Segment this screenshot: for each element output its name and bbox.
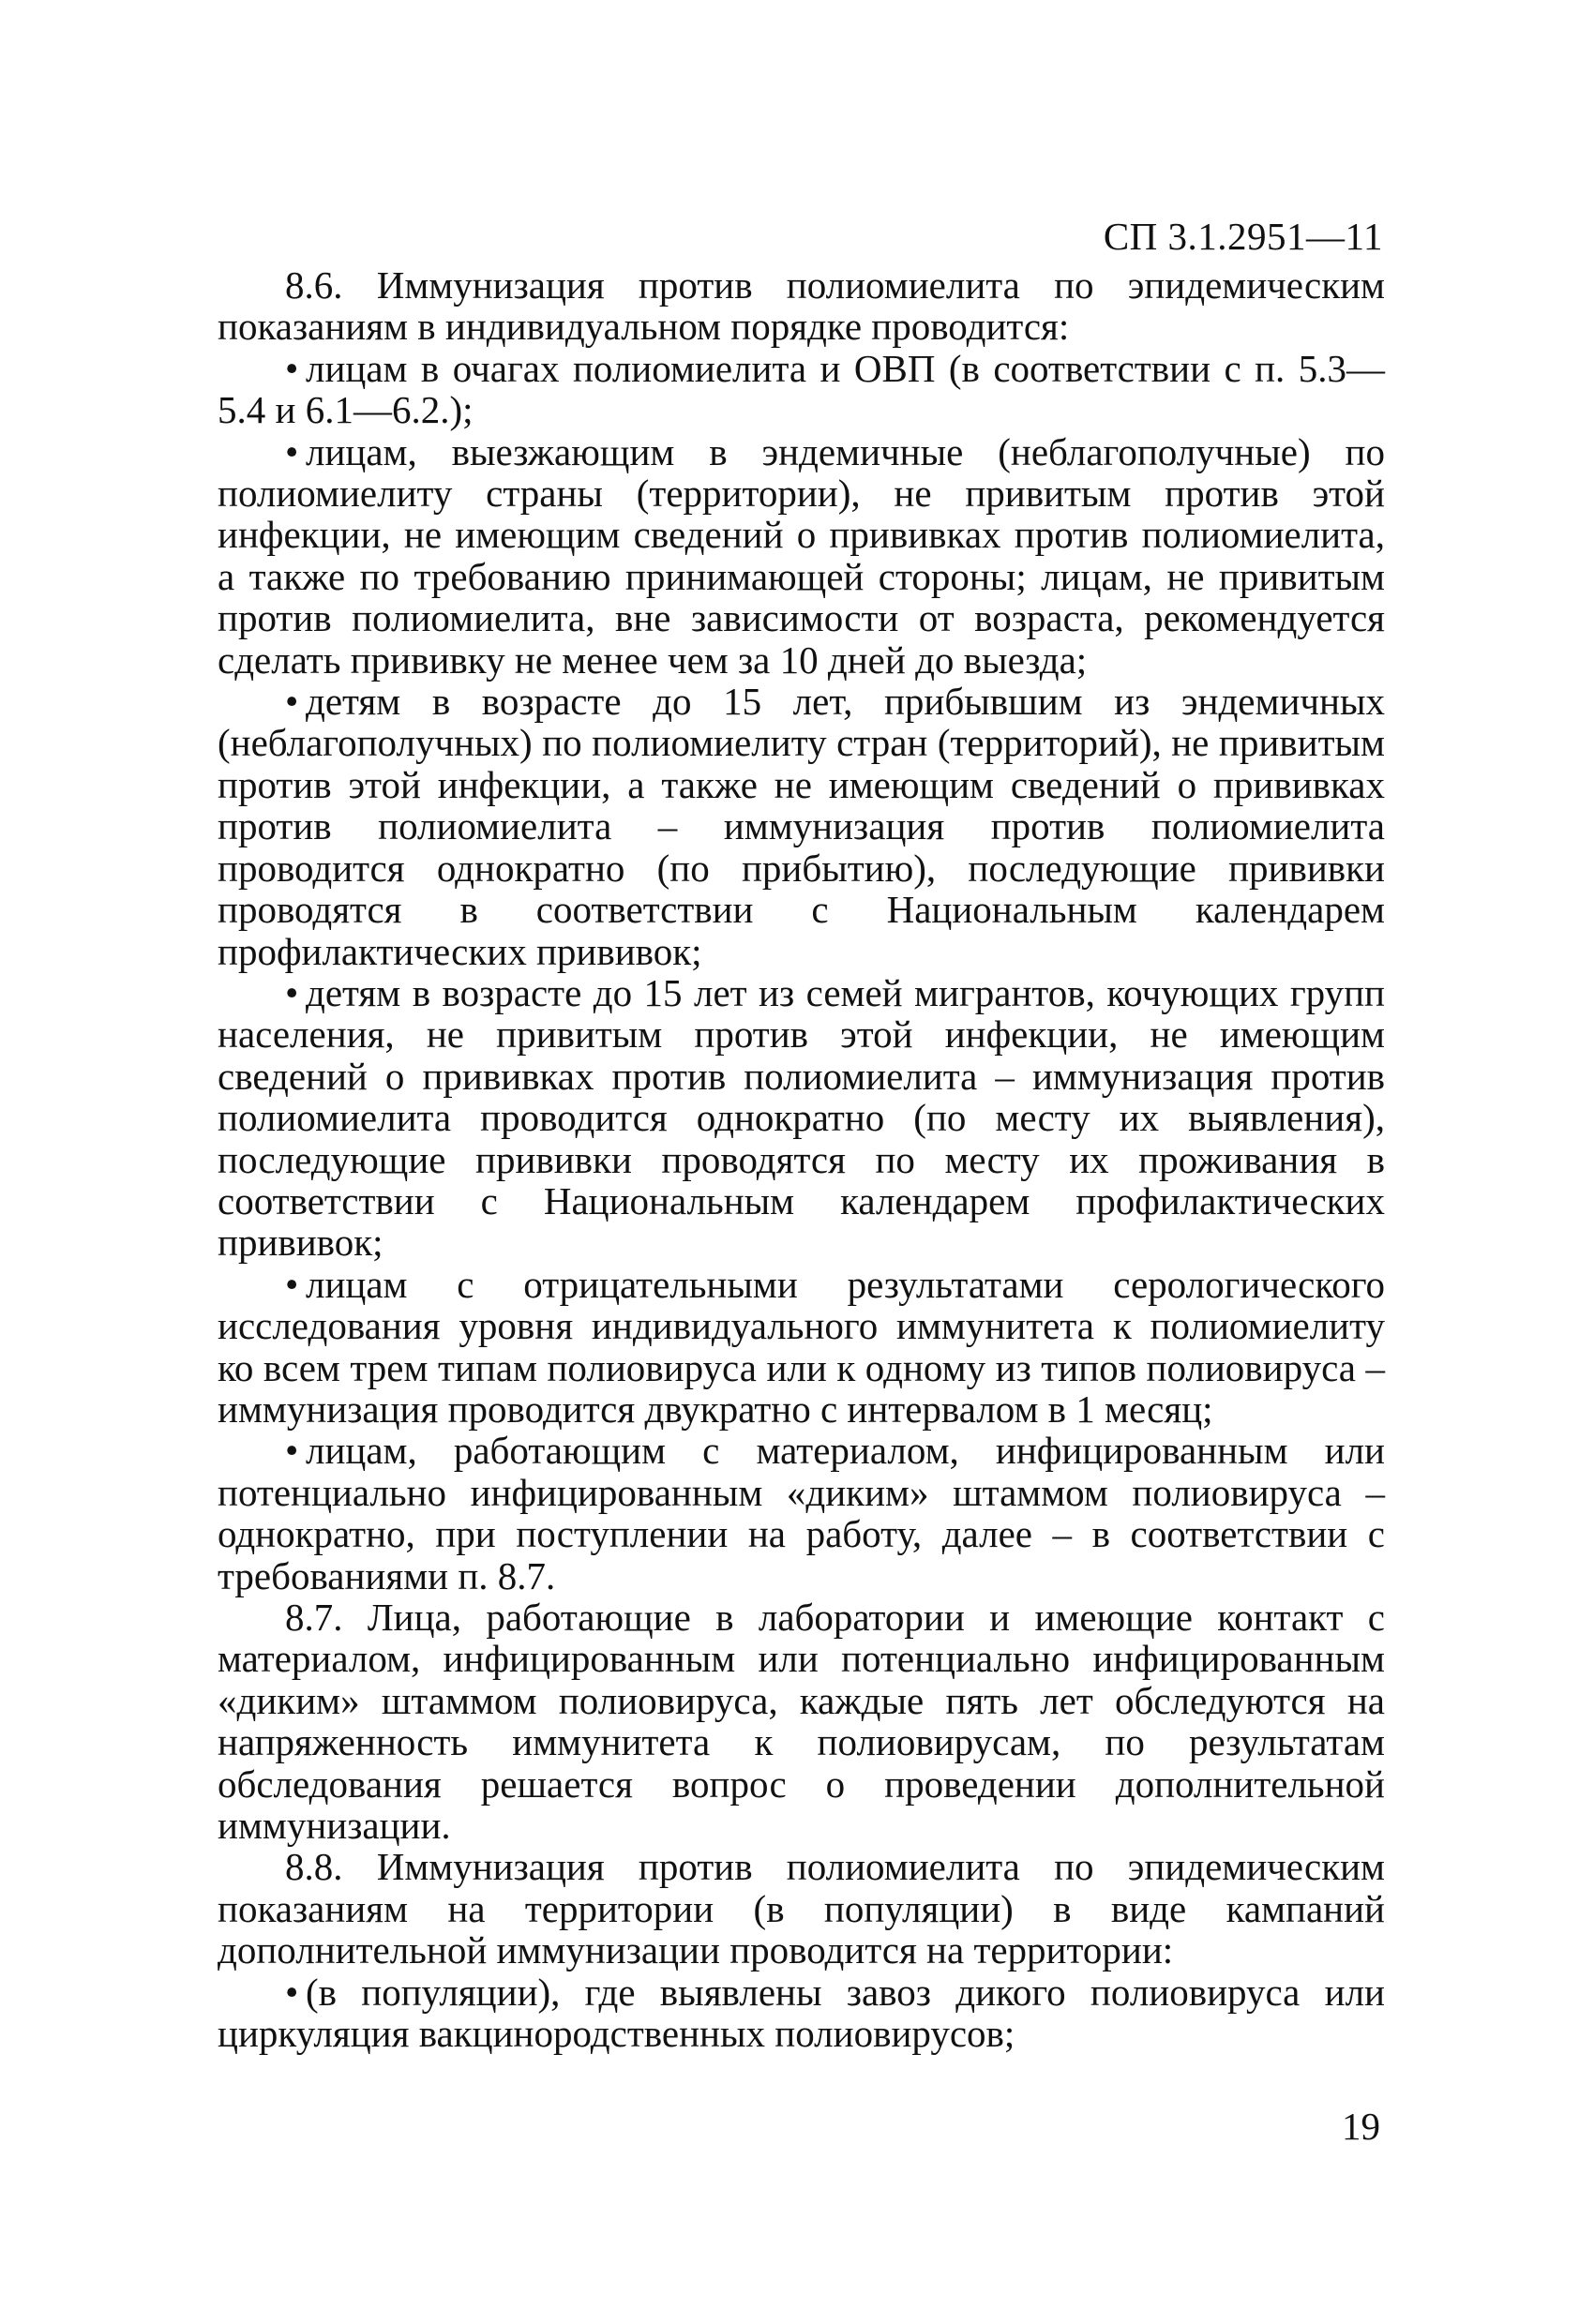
bullet-item	[218, 681, 1385, 972]
document-body	[218, 264, 1385, 2054]
bullet-icon: •	[285, 1262, 299, 1306]
bullet-text: (в популяции), где выявлены завоз дикого полиовируса или циркуляция вакцинородственных полиовирусов;	[218, 1970, 1385, 2056]
bullet-item	[218, 1972, 1385, 2055]
bullet-text: детям в возрасте до 15 лет, прибывшим из эндемичных (неблагополучных) по полиомиелиту стран (территорий), не привитым против этой инфекции, а также не имеющим сведений о прививках против полиомиелита – иммунизация против полиомиелита проводится однократно (по прибытию), последующие прививки проводятся в соответствии с Национальным календарем профилактических прививок;	[218, 680, 1385, 973]
bullet-icon: •	[285, 680, 299, 724]
bullet-item	[218, 348, 1385, 431]
bullet-item	[218, 431, 1385, 681]
bullet-item	[218, 972, 1385, 1264]
bullet-text: лицам, работающим с материалом, инфицированным или потенциально инфицированным «диким» штаммом полиовируса – однократно, при поступлении на работу, далее – в соответствии с требованиями п. 8.7.	[218, 1429, 1385, 1597]
paragraph-text: 8.6. Иммунизация против полиомиелита по эпидемическим показаниям в индивидуальном порядке проводится:	[218, 263, 1385, 349]
bullet-icon: •	[285, 346, 299, 390]
paragraph-8-6	[218, 264, 1385, 348]
bullet-icon: •	[285, 1429, 299, 1473]
bullet-icon: •	[285, 429, 299, 473]
bullet-icon: •	[285, 970, 299, 1014]
paragraph-8-7	[218, 1597, 1385, 1846]
paragraph-8-8	[218, 1846, 1385, 1971]
bullet-icon: •	[285, 1970, 299, 2014]
bullet-text: лицам в очагах полиомиелита и ОВП (в соответствии с п. 5.3—5.4 и 6.1—6.2.);	[218, 346, 1385, 432]
paragraph-text: 8.7. Лица, работающие в лаборатории и имеющие контакт с материалом, инфицированным или потенциально инфицированным «диким» штаммом полиовируса, каждые пять лет обследуются на напряженность иммунитета к полиовирусам, по результатам обследования решается вопрос о проведении дополнительной иммунизации.	[218, 1596, 1385, 1848]
paragraph-text: 8.8. Иммунизация против полиомиелита по эпидемическим показаниям на территории (в популяции) в виде кампаний дополнительной иммунизации проводится на территории:	[218, 1845, 1385, 1972]
bullet-text: лицам с отрицательными результатами серологического исследования уровня индивидуального иммунитета к полиомиелиту ко всем трем типам полиовируса или к одному из типов полиовируса – иммунизация проводится двукратно с интервалом в 1 месяц;	[218, 1262, 1385, 1431]
page-number: 19	[1342, 2105, 1380, 2148]
bullet-item	[218, 1264, 1385, 1431]
bullet-text: лицам, выезжающим в эндемичные (неблагополучные) по полиомиелиту страны (территории), не привитым против этой инфекции, не имеющим сведений о прививках против полиомиелита, а также по требованию принимающей стороны; лицам, не привитым против полиомиелита, вне зависимости от возраста, рекомендуется сделать прививку не менее чем за 10 дней до выезда;	[218, 429, 1385, 682]
document-code-header: СП 3.1.2951—11	[1103, 215, 1383, 258]
bullet-item	[218, 1430, 1385, 1597]
bullet-text: детям в возрасте до 15 лет из семей мигрантов, кочующих групп населения, не привитым против этой инфекции, не имеющим сведений о прививках против полиомиелита – иммунизация против полиомиелита проводится однократно (по месту их выявления), последующие прививки проводятся по месту их проживания в соответствии с Национальным календарем профилактических прививок;	[218, 970, 1385, 1265]
